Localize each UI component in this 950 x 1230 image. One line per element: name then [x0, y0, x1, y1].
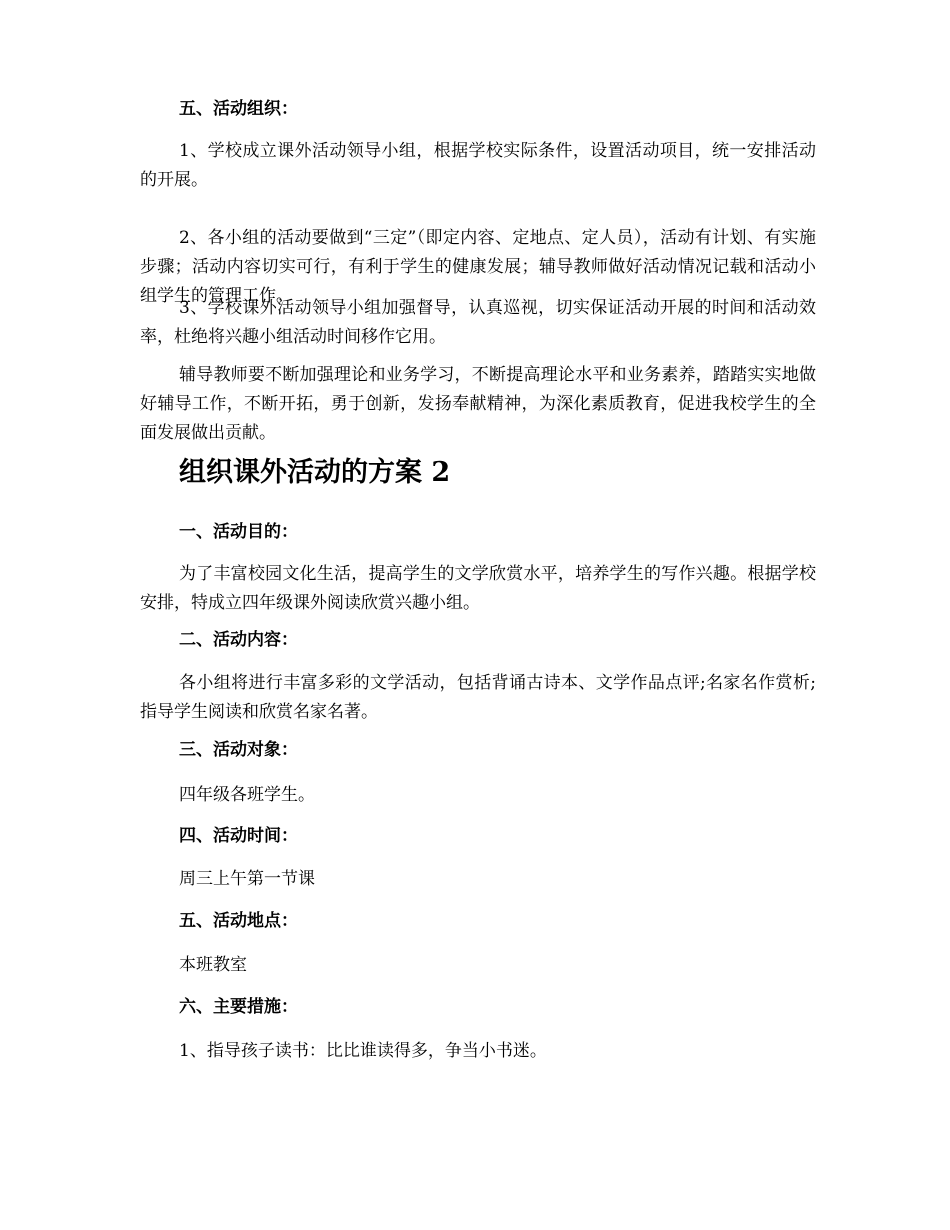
paragraph-organization-1: 1、学校成立课外活动领导小组，根据学校实际条件，设置活动项目，统一安排活动的开展。 [140, 141, 816, 190]
paragraph-organization-3: 3、学校课外活动领导小组加强督导，认真巡视，切实保证活动开展的时间和活动效率，杜绝将兴趣小组活动时间移作它用。 [140, 298, 816, 347]
section-heading-content: 二、活动内容： [179, 630, 298, 650]
paragraph-organization-2: 2、各小组的活动要做到“三定”（即定内容、定地点、定人员），活动有计划、有实施步骤；活动内容切实可行，有利于学生的健康发展；辅导教师做好活动情况记载和活动小组学生的管理工作。 [140, 228, 816, 306]
paragraph-purpose: 为了丰富校园文化生活，提高学生的文学欣赏水平，培养学生的写作兴趣。根据学校安排，特成立四年级课外阅读欣赏兴趣小组。 [140, 564, 816, 613]
paragraph-target: 四年级各班学生。 [179, 785, 315, 805]
paragraph-conclusion: 辅导教师要不断加强理论和业务学习，不断提高理论水平和业务素养，踏踏实实地做好辅导工作，不断开拓，勇于创新，发扬奉献精神，为深化素质教育，促进我校学生的全面发展做出贡献。 [140, 365, 816, 443]
section-heading-target: 三、活动对象： [179, 740, 298, 760]
document-title: 组织课外活动的方案 2 [179, 457, 451, 488]
paragraph-measures-1: 1、指导孩子读书：比比谁读得多，争当小书迷。 [179, 1041, 547, 1061]
section-heading-purpose: 一、活动目的： [179, 522, 298, 542]
section-heading-time: 四、活动时间： [179, 826, 298, 846]
section-heading-place: 五、活动地点： [179, 911, 298, 931]
paragraph-time: 周三上午第一节课 [179, 869, 315, 889]
paragraph-content: 各小组将进行丰富多彩的文学活动，包括背诵古诗本、文学作品点评;名家名作赏析;指导学生阅读和欣赏名家名著。 [140, 673, 816, 722]
section-heading-organization: 五、活动组织： [179, 99, 298, 119]
section-heading-measures: 六、主要措施： [179, 997, 298, 1017]
paragraph-place: 本班教室 [179, 955, 247, 975]
